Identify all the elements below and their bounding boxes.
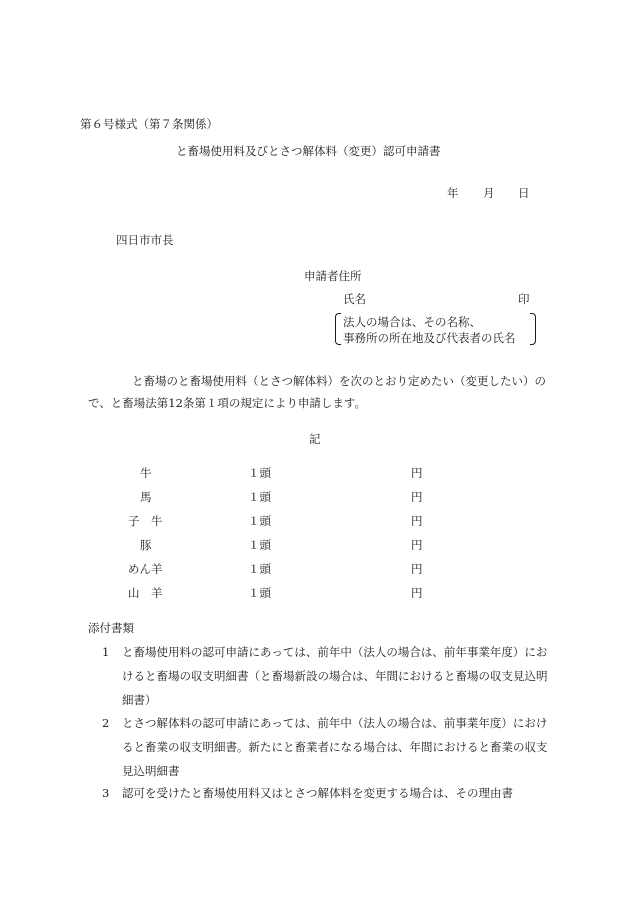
fee-animal: 馬 (140, 490, 152, 504)
fee-unit: １頭 (248, 586, 271, 600)
fee-animal: めん羊 (128, 562, 163, 576)
fee-animal: 豚 (140, 538, 152, 552)
fee-yen: 円 (411, 538, 423, 552)
applicant-note-line2: 事務所の所在地及び代表者の氏名 (343, 331, 516, 345)
attachment-item (102, 640, 550, 712)
body-paragraph: と畜場のと畜場使用料（とさつ解体料）を次のとおり定めたい（変更したい）ので、と畜場法第12条第１項の規定により申請します。 (88, 374, 546, 410)
document-title: と畜場使用料及びとさつ解体料（変更）認可申請書 (176, 144, 441, 158)
date-day: 日 (518, 186, 530, 200)
form-number: 第６号様式（第７条関係） (80, 117, 218, 131)
fee-yen: 円 (411, 466, 423, 480)
fee-unit: １頭 (248, 466, 271, 480)
date-year: 年 (447, 186, 459, 200)
date-month: 月 (483, 186, 495, 200)
fee-unit: １頭 (248, 562, 271, 576)
recipient: 四日市市長 (116, 233, 174, 247)
applicant-name-label: 氏名 (343, 292, 366, 306)
attachment-text: と畜場使用料の認可申請にあっては、前年中（法人の場合は、前年事業年度）におけると畜場の収支明細書（と畜場新設の場合は、年間におけると畜場の収支見込明細書） (122, 645, 548, 707)
fee-animal: 子 牛 (128, 514, 163, 528)
fee-yen: 円 (411, 562, 423, 576)
applicant-address-label: 申請者住所 (304, 269, 362, 283)
fee-unit: １頭 (248, 538, 271, 552)
attachment-item (102, 711, 550, 783)
fee-unit: １頭 (248, 490, 271, 504)
attachment-number: 1 (102, 645, 110, 659)
fee-yen: 円 (411, 490, 423, 504)
bracket-right (530, 313, 536, 345)
attachment-number: 3 (102, 786, 110, 800)
bracket-left (335, 313, 341, 345)
fee-yen: 円 (411, 514, 423, 528)
applicant-note-line1: 法人の場合は、その名称、 (343, 315, 481, 329)
ki-heading: 記 (309, 432, 321, 446)
fee-animal: 牛 (140, 466, 152, 480)
attachment-number: 2 (102, 716, 110, 730)
seal-mark: 印 (518, 292, 530, 306)
attachment-text: とさつ解体料の認可申請にあっては、前年中（法人の場合は、前事業年度）におけると畜業の収支明細書。新たにと畜業者になる場合は、年間におけると畜業の収支見込明細書 (122, 716, 548, 778)
attachment-text: 認可を受けたと畜場使用料又はとさつ解体料を変更する場合は、その理由書 (122, 786, 513, 800)
fee-animal: 山 羊 (128, 586, 163, 600)
attachments-heading: 添付書類 (88, 621, 134, 635)
fee-unit: １頭 (248, 514, 271, 528)
attachment-item (102, 781, 550, 805)
fee-yen: 円 (411, 586, 423, 600)
